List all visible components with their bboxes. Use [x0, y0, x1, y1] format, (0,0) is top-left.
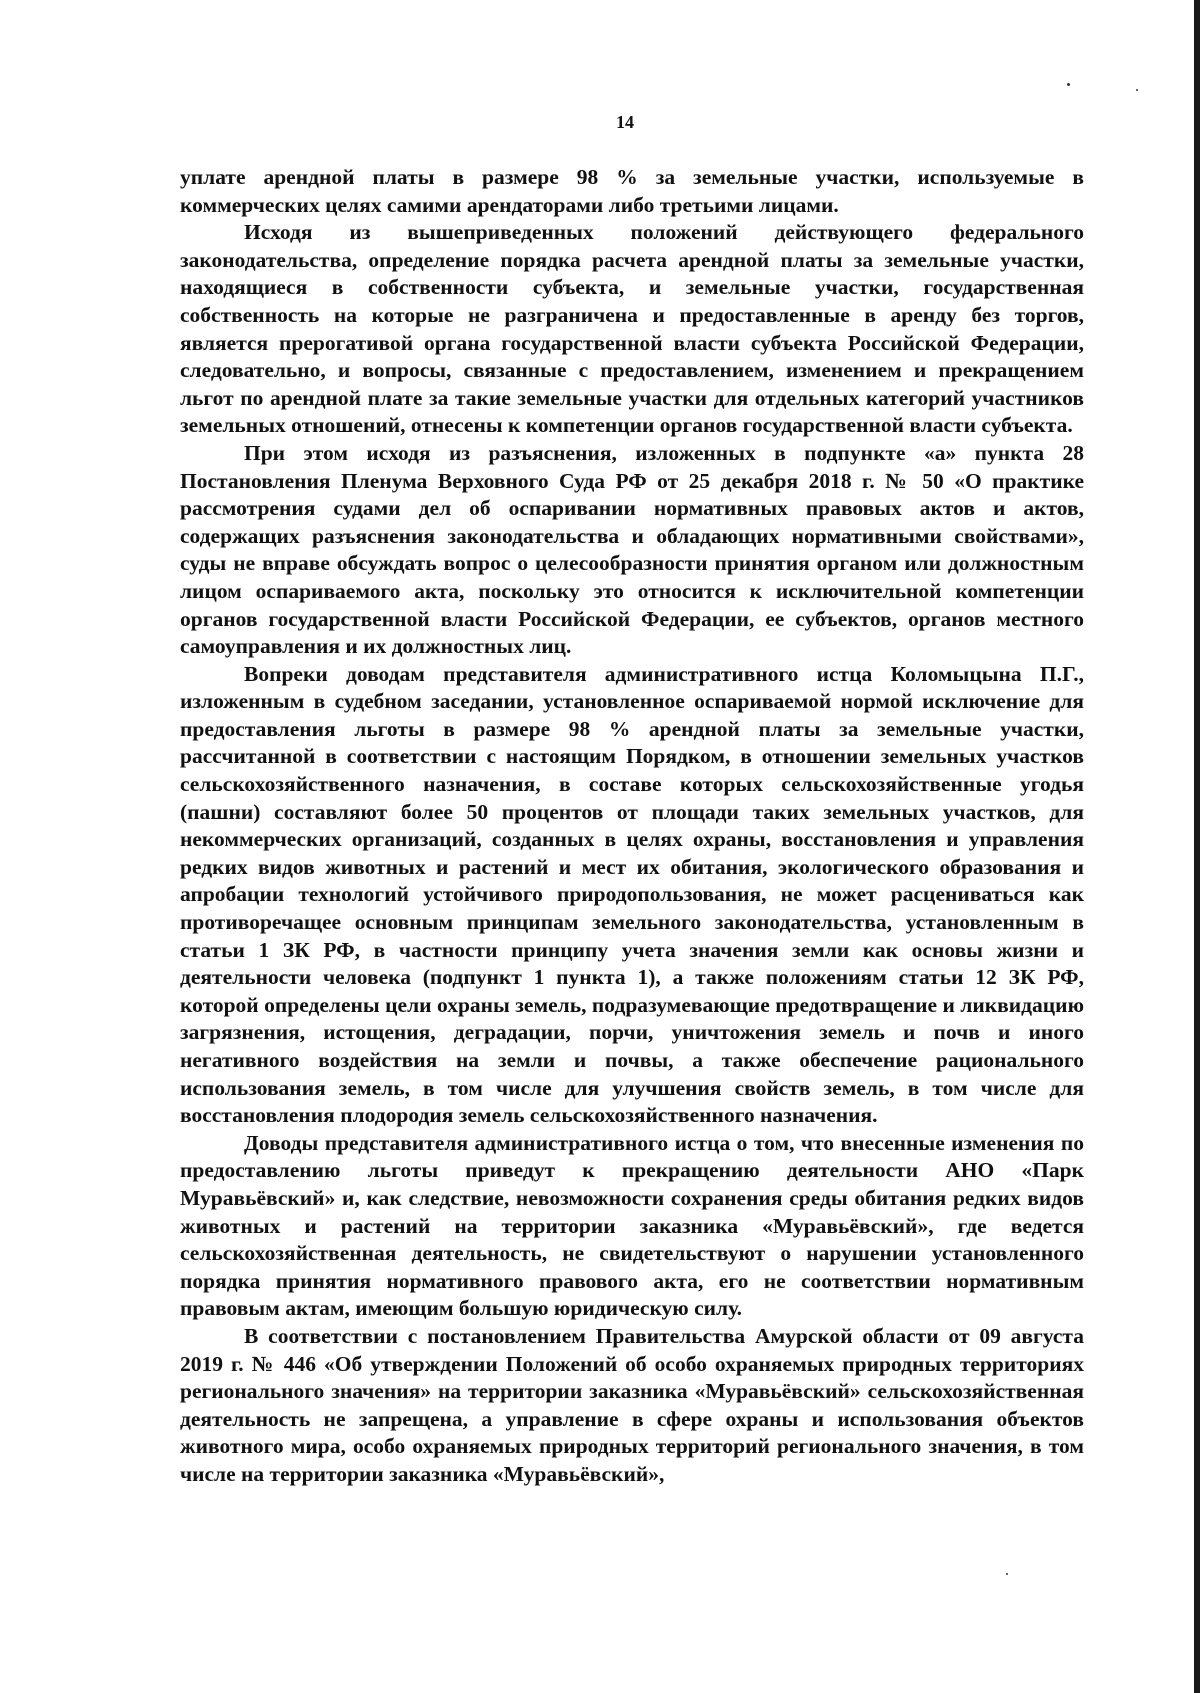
scan-edge: [1194, 0, 1200, 1693]
paragraph-continuation: уплате арендной платы в размере 98 % за земельные участки, используемые в коммерческих целях самими арендаторами либо третьими лицами.: [180, 165, 1084, 217]
scan-speck: [1067, 83, 1070, 86]
page-number: 14: [616, 112, 634, 132]
paragraph-park-arguments: Доводы представителя административного истца о том, что внесенные изменения по предоставлению льготы приведут к прекращению деятельности АНО «Парк Муравьёвский» и, как следствие, невозможности сохранения среды обитания редких видов животных и растений на территории заказника «Муравьёвский», где ведется сельскохозяйственная деятельность, не свидетельствуют о нарушении установленного порядка принятия нормативного правового акта, его не соответствии нормативным правовым актам, имеющим большую юридическую силу.: [180, 1130, 1084, 1321]
scan-speck: [1136, 89, 1138, 91]
paragraph-federal-law: Исходя из вышеприведенных положений действующего федерального законодательства, определение порядка расчета арендной платы за земельные участки, находящиеся в собственности субъекта, и земельные участки, государственная собственность на которые не разграничена и предоставленные в аренду без торгов, является прерогативой органа государственной власти субъекта Российской Федерации, следовательно, и вопросы, связанные с предоставлением, изменением и прекращением льгот по арендной плате за такие земельные участки для отдельных категорий участников земельных отношений, отнесены к компетенции органов государственной власти субъекта.: [180, 220, 1084, 438]
paragraph-amur-resolution: В соответствии с постановлением Правительства Амурской области от 09 августа 2019 г. № 446 «Об утверждении Положений об особо охраняемых природных территориях регионального значения» на территории заказника «Муравьёвский» сельскохозяйственная деятельность не запрещена, а управление в сфере охраны и использования объектов животного мира, особо охраняемых природных территорий регионального значения, в том числе на территории заказника «Муравьёвский»,: [180, 1323, 1084, 1486]
scan-speck: [1006, 1573, 1008, 1575]
document-body: [180, 164, 1084, 1489]
paragraph-contrary-arguments: Вопреки доводам представителя административного истца Коломыцына П.Г., изложенным в судебном заседании, установленное оспариваемой нормой исключение для предоставления льготы в размере 98 % арендной платы за земельные участки, рассчитанной в соответствии с настоящим Порядком, в отношении земельных участков сельскохозяйственного назначения, в составе которых сельскохозяйственные угодья (пашни) составляют более 50 процентов от площади таких земельных участков, для некоммерческих организаций, созданных в целях охраны, восстановления и управления редких видов животных и растений и мест их обитания, экологического образования и апробации технологий устойчивого природопользования, не может расцениваться как противоречащее основным принципам земельного законодательства, установленным в статьи 1 ЗК РФ, в частности принципу учета значения земли как основы жизни и деятельности человека (подпункт 1 пункта 1), а также положениям статьи 12 ЗК РФ, которой определены цели охраны земель, подразумевающие предотвращение и ликвидацию загрязнения, истощения, деградации, порчи, уничтожения земель и почв и иного негативного воздействия на земли и почвы, а также обеспечение рационального использования земель, в том числе для улучшения свойств земель, в том числе для восстановления плодородия земель сельскохозяйственного назначения.: [180, 661, 1084, 1128]
paragraph-plenum: При этом исходя из разъяснения, изложенных в подпункте «а» пункта 28 Постановления Пленума Верховного Суда РФ от 25 декабря 2018 г. № 50 «О практике рассмотрения судами дел об оспаривании нормативных правовых актов и актов, содержащих разъяснения законодательства и обладающих нормативными свойствами», суды не вправе обсуждать вопрос о целесообразности принятия органом или должностным лицом оспариваемого акта, поскольку это относится к исключительной компетенции органов государственной власти Российской Федерации, ее субъектов, органов местного самоуправления и их должностных лиц.: [180, 440, 1084, 659]
